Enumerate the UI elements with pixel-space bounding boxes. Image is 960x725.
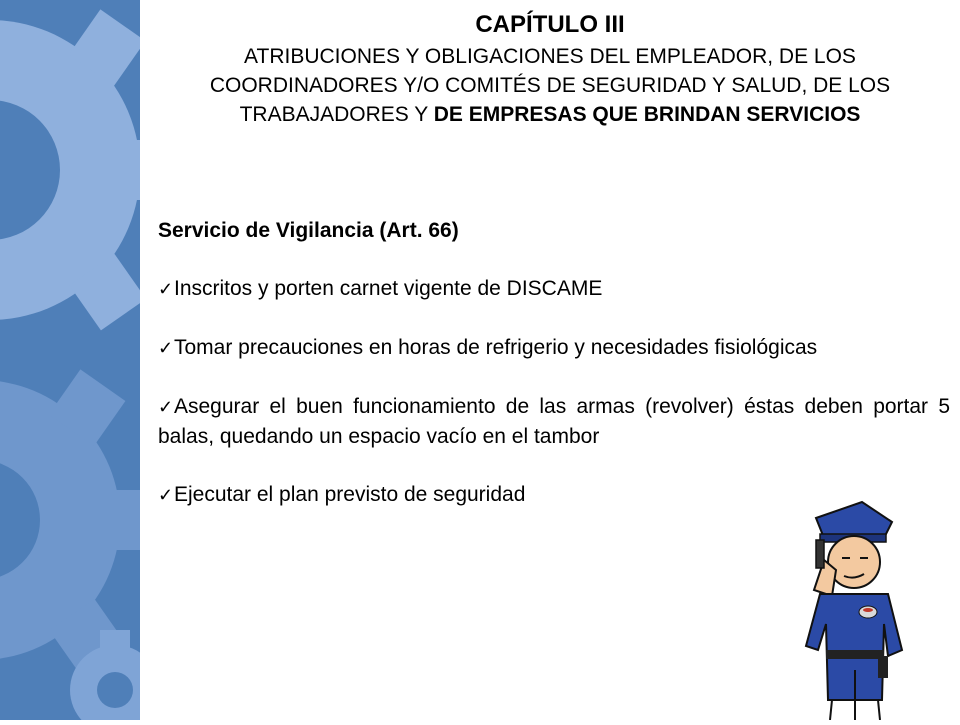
checkmark-icon: ✓ bbox=[158, 397, 174, 417]
chapter-title: CAPÍTULO III bbox=[475, 11, 625, 38]
checkmark-icon: ✓ bbox=[158, 485, 174, 505]
slide-content bbox=[158, 216, 950, 539]
checkmark-icon: ✓ bbox=[158, 338, 174, 358]
gear-pattern-icon bbox=[0, 0, 140, 720]
bullet-text: Inscritos y porten carnet vigente de DISCAME bbox=[174, 277, 603, 300]
subtitle-plain: ATRIBUCIONES Y OBLIGACIONES DEL EMPLEADOR, DE LOS COORDINADORES Y/O COMITÉS DE SEGURIDAD Y SALUD, DE LOS TRABAJADORES Y bbox=[209, 45, 891, 126]
bullet-text: Ejecutar el plan previsto de seguridad bbox=[174, 483, 526, 506]
bullet-item bbox=[158, 333, 950, 363]
slide-header bbox=[150, 8, 950, 129]
bullet-item bbox=[158, 392, 950, 451]
checkmark-icon: ✓ bbox=[158, 279, 174, 299]
section-title: Servicio de Vigilancia (Art. 66) bbox=[158, 219, 459, 242]
subtitle-bold: DE EMPRESAS QUE BRINDAN SERVICIOS bbox=[433, 103, 861, 126]
bullet-text: Tomar precauciones en horas de refrigerio y necesidades fisiológicas bbox=[174, 336, 818, 359]
chapter-subtitle bbox=[150, 42, 950, 129]
security-guard-illustration bbox=[784, 500, 934, 720]
decorative-sidebar bbox=[0, 0, 140, 720]
bullet-text: Asegurar el buen funcionamiento de las armas (revolver) éstas deben portar 5 balas, quedando un espacio vacío en el tambor bbox=[158, 395, 950, 448]
bullet-item bbox=[158, 274, 950, 304]
